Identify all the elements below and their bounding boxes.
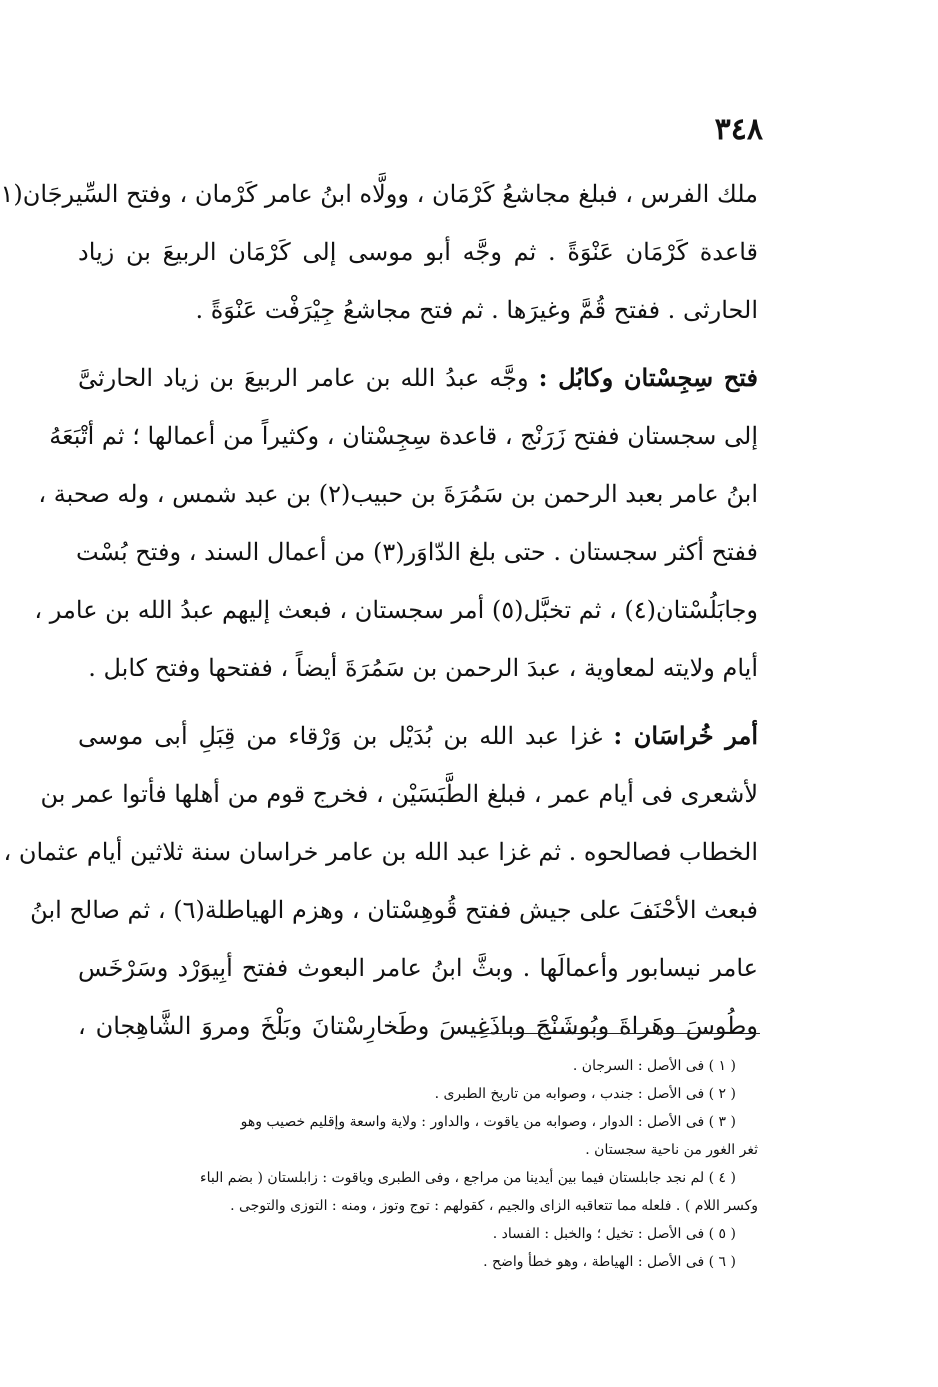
text-line: إلى سجستان ففتح زَرَنْج ، قاعدة سِجِسْتان ، وكثيراً من أعمالها ؛ ثم أتْبَعَهُ: [49, 422, 758, 450]
text-line: الخطاب فصالحوه . ثم غزا عبد الله بن عامر خراسان سنة ثلاثين أيام عثمان ،: [3, 838, 758, 866]
text-line: ففتح أكثر سجستان . حتى بلغ الدّاوَر(٣) من أعمال السند ، وفتح بُسْت: [76, 538, 758, 566]
section-heading-khurasan: أمر خُراسَان :: [613, 721, 758, 750]
section-heading-sijistan: فتح سِجِسْتان وكابُل :: [538, 363, 758, 392]
footnote-3-continuation: ثغر الغور من ناحية سجستان .: [585, 1142, 758, 1158]
footnote-divider: [478, 1033, 760, 1034]
page-number: ٣٤٨: [714, 112, 763, 147]
text-line: [78, 349, 758, 407]
footnote-6: ( ٦ ) فى الأصل : الهياطة ، وهو خطأ واضح .: [483, 1254, 736, 1270]
paragraph-khurasan: [3, 707, 758, 1055]
text-span: غزا عبد الله بن بُدَيْل بن وَرْقاء من قِبَلِ أبى موسى: [78, 722, 603, 750]
text-line: أيام ولايته لمعاوية ، عبدَ الرحمن بن سَمُرَةَ أيضاً ، ففتحها وفتح كابل .: [88, 654, 758, 682]
footnote-2: ( ٢ ) فى الأصل : جندب ، وصوابه من تاريخ الطبرى .: [434, 1086, 736, 1102]
footnote-4: ( ٤ ) لم نجد جابلستان فيما بين أيدينا من مراجع ، وفى الطبرى وياقوت : زابلستان ( بضم الباء: [200, 1170, 736, 1186]
paragraph-sijistan: [34, 349, 758, 697]
text-line: ابنُ عامر بعبد الرحمن بن سَمُرَةَ بن حبيب(٢) بن عبد شمس ، وله صحبة ،: [38, 480, 758, 508]
paragraph-kerman: [0, 165, 758, 339]
text-span: وجَّه عبدُ الله بن عامر الربيعَ بن زياد الحارثىَّ: [78, 364, 529, 392]
text-line: عامر نيسابور وأعمالَها . وبثَّ ابنُ عامر البعوث ففتح أبِيوَرْد وسَرْخَس: [78, 954, 758, 982]
footnote-3: ( ٣ ) فى الأصل : الدوار ، وصوابه من ياقوت ، والداور : ولاية واسعة وإقليم خصيب وهو: [240, 1114, 736, 1130]
footnote-5: ( ٥ ) فى الأصل : تخيل ؛ والخبل : الفساد .: [492, 1226, 736, 1242]
text-line: فبعث الأحْنَفَ على جيش ففتح قُوهِسْتان ، وهزم الهياطلة(٦) ، ثم صالح ابنُ: [30, 896, 758, 924]
text-line: الحارثى . ففتح قُمَّ وغيرَها . ثم فتح مجاشعُ جِيْرَفْت عَنْوَةً .: [195, 296, 758, 324]
text-line: لأشعرى فى أيام عمر ، فبلغ الطَّبَسَيْن ، فخرج قوم من أهلها فأتوا عمر بن: [40, 780, 758, 808]
footnote-4-continuation: وكسر اللام ) . فلعله مما تتعاقبه الزاى والجيم ، كقولهم : توج وتوز ، ومنه : التوزى والتوجى .: [230, 1198, 758, 1214]
text-line: ملك الفرس ، فبلغ مجاشعُ كَرْمَان ، وولَّاه ابنُ عامر كَرْمان ، وفتح السِّيرجَان(١: [0, 180, 758, 208]
main-text: [0, 165, 758, 1065]
text-line: وطُوسَ وهَراةَ وبُوشَنْجَ وباذَغِيسَ وطَخارِسْتانَ وبَلْخَ ومروَ الشَّاهِجان ،: [78, 1012, 758, 1040]
text-line: [78, 707, 758, 765]
footnote-1: ( ١ ) فى الأصل : السرجان .: [572, 1058, 736, 1074]
text-line: قاعدة كَرْمَان عَنْوَةً . ثم وجَّه أبو موسى إلى كَرْمَان الربيعَ بن زياد: [78, 238, 758, 266]
text-line: وجابَلُسْتان(٤) ، ثم تخبَّل(٥) أمر سجستان ، فبعث إليهم عبدُ الله بن عامر ،: [34, 596, 758, 624]
footnotes: [78, 1052, 758, 1276]
